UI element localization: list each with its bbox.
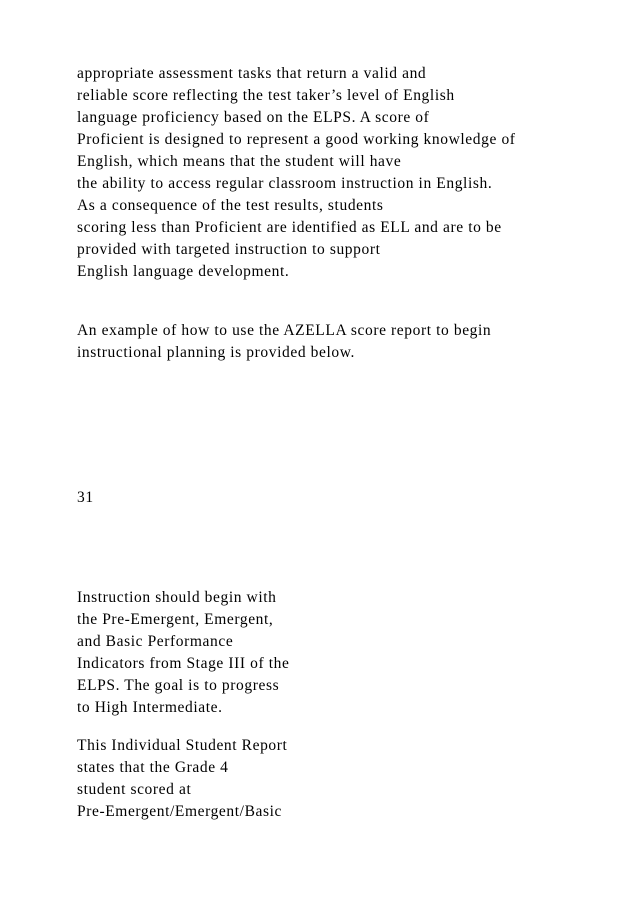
text-line: English language development.	[77, 263, 290, 280]
text-line: An example of how to use the AZELLA score report to begin	[77, 322, 492, 339]
text-line: provided with targeted instruction to support	[77, 241, 381, 258]
text-line: scoring less than Proficient are identified as ELL and are to be	[77, 219, 502, 236]
text-line: student scored at	[77, 781, 192, 798]
text-line: instructional planning is provided below.	[77, 344, 356, 361]
text-line: ELPS. The goal is to progress	[77, 677, 280, 694]
text-line: and Basic Performance	[77, 633, 234, 650]
text-line: appropriate assessment tasks that return a valid and	[77, 65, 427, 82]
text-line: Indicators from Stage III of the	[77, 655, 290, 672]
text-line: This Individual Student Report	[77, 737, 288, 754]
text-line: reliable score reflecting the test taker’s level of English	[77, 87, 455, 104]
text-line: Instruction should begin with	[77, 589, 277, 606]
text-line: Pre-Emergent/Emergent/Basic	[77, 803, 283, 820]
text-line: to High Intermediate.	[77, 699, 223, 716]
page-number: 31	[77, 489, 94, 506]
text-line: Proficient is designed to represent a good working knowledge of	[77, 131, 516, 148]
text-line: As a consequence of the test results, students	[77, 197, 384, 214]
text-line: the ability to access regular classroom instruction in English.	[77, 175, 493, 192]
text-line: the Pre-Emergent, Emergent,	[77, 611, 274, 628]
text-line: language proficiency based on the ELPS. A score of	[77, 109, 430, 126]
text-line: states that the Grade 4	[77, 759, 229, 776]
text-line: English, which means that the student will have	[77, 153, 402, 170]
